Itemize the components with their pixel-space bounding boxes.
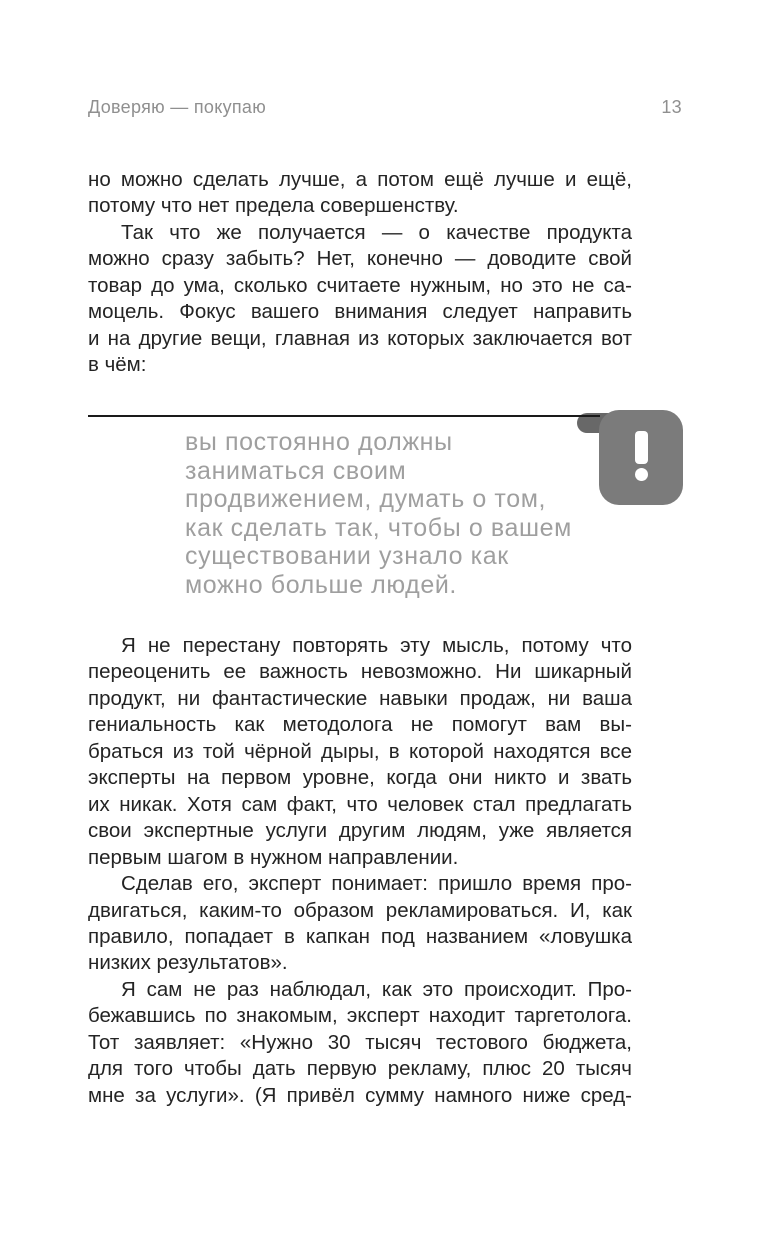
text-line: но можно сделать лучше, а потом ещё лучше и ещё, <box>88 168 632 191</box>
callout-divider-line <box>88 415 600 417</box>
quote-line: продвижением, думать о том, <box>185 485 547 513</box>
text-line: Тот заявляет: «Нужно 30 тысяч тестового бюджета, <box>88 1030 632 1054</box>
text-line: Я не перестану повторять эту мысль, потому что <box>121 634 632 657</box>
exclamation-bar <box>635 431 648 464</box>
text-line: гениальность как методолога не помогут вам вы- <box>88 713 632 737</box>
text-line: первым шагом в нужном направлении. <box>88 845 459 869</box>
exclamation-icon <box>599 410 683 505</box>
text-line: моцель. Фокус вашего внимания следует направить <box>88 300 632 324</box>
running-header <box>88 96 682 118</box>
text-line: можно сразу забыть? Нет, конечно — доводите свой <box>88 247 632 271</box>
quote-line: вы постоянно должны <box>185 428 453 456</box>
exclamation-dot <box>635 468 648 481</box>
text-line: Сделав его, эксперт понимает: пришло время про- <box>121 872 632 896</box>
body-text-bottom <box>88 633 632 1109</box>
body-text-top <box>88 167 632 379</box>
text-line: Так что же получается — о качестве продукта <box>121 220 632 244</box>
text-line: двигаться, каким-то образом рекламироваться. И, как <box>88 898 632 922</box>
text-line: потому что нет предела совершенству. <box>88 194 459 218</box>
text-line: эксперты на первом уровне, когда они никто и звать <box>88 766 632 790</box>
text-line: для того чтобы дать первую рекламу, плюс 20 тысяч <box>88 1057 632 1081</box>
quote-line: существовании узнало как <box>185 542 509 570</box>
quote-line: можно больше людей. <box>185 570 457 599</box>
text-line: товар до ума, сколько считаете нужным, но это не са- <box>88 273 632 297</box>
text-line: переоценить ее важность невозможно. Ни шикарный <box>88 660 632 684</box>
pull-quote <box>185 428 615 599</box>
running-header-title: Доверяю — покупаю <box>88 97 267 117</box>
text-line: браться из той чёрной дыры, в которой находятся все <box>88 739 632 763</box>
text-line: мне за услуги». (Я привёл сумму намного ниже сред- <box>88 1083 632 1107</box>
text-line: свои экспертные услуги другим людям, уже является <box>88 819 632 843</box>
text-line: правило, попадает в капкан под названием «ловушка <box>88 924 632 948</box>
text-line: бежавшись по знакомым, эксперт находит таргетолога. <box>88 1004 632 1028</box>
text-line: низких результатов». <box>88 951 288 975</box>
text-line: Я сам не раз наблюдал, как это происходит. Про- <box>121 977 632 1001</box>
text-line: продукт, ни фантастические навыки продаж, ни ваша <box>88 686 632 710</box>
quote-line: как сделать так, чтобы о вашем <box>185 513 572 542</box>
page-number: 13 <box>661 97 682 117</box>
text-line: их никак. Хотя сам факт, что человек стал предлагать <box>88 792 632 816</box>
quote-line: заниматься своим <box>185 456 407 485</box>
text-line: в чём: <box>88 353 147 377</box>
text-line: и на другие вещи, главная из которых заключается вот <box>88 326 632 350</box>
